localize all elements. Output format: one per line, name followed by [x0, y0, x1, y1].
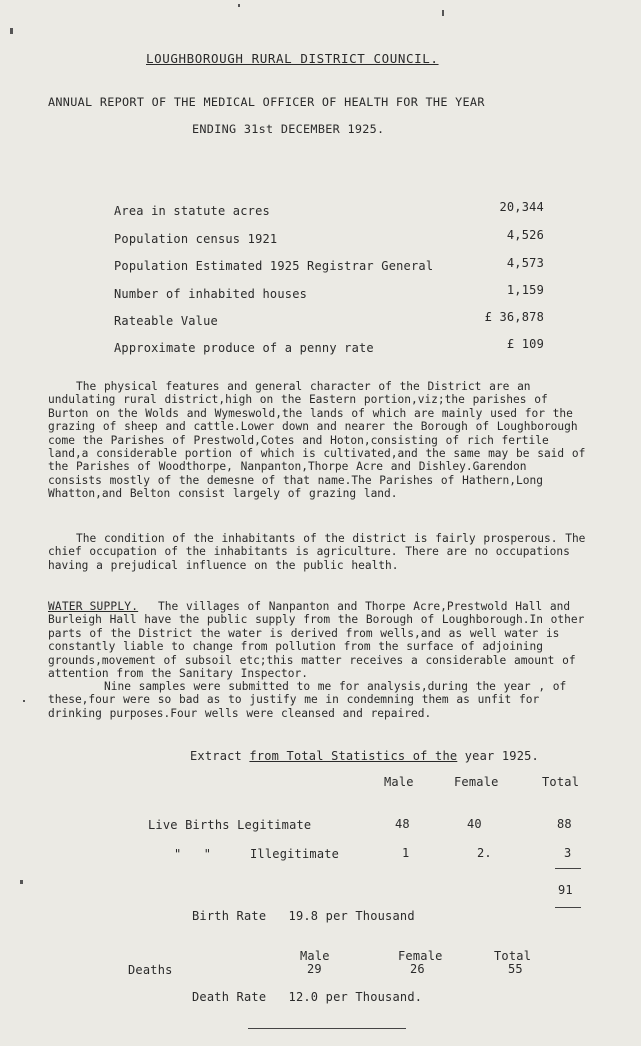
column-total-header: Total — [542, 775, 580, 789]
condition-paragraph: The condition of the inhabitants of the district is fairly prosperous. The chief occupation of the inhabitants is agriculture. There are no occupations having a prejudical influence on the public health. — [48, 532, 586, 572]
fact-value: £ 109 — [506, 337, 544, 351]
council-title: LOUGHBOROUGH RURAL DISTRICT COUNCIL. — [146, 51, 439, 66]
scan-speck — [238, 4, 240, 7]
deaths-column-male-header: Male — [300, 949, 330, 963]
deaths-column-total-header: Total — [494, 949, 532, 963]
deaths-column-female-header: Female — [398, 949, 443, 963]
deaths-label: Deaths — [128, 963, 173, 977]
scan-speck — [23, 700, 25, 702]
samples-paragraph: Nine samples were submitted to me for analysis,during the year , of these,four were so bad as to justify me in condemning them as unfit for drinking purposes.Four wells were cleansed and repaired. — [48, 680, 567, 720]
column-male-header: Male — [384, 775, 414, 789]
fact-label: Rateable Value — [114, 314, 218, 328]
fact-label: Population Estimated 1925 Registrar General — [114, 259, 434, 273]
legitimate-births-label: Live Births Legitimate — [148, 818, 312, 832]
scan-speck — [20, 880, 23, 884]
ditto-marks: " " — [174, 847, 212, 861]
fact-label: Area in statute acres — [114, 204, 270, 218]
closing-rule — [248, 1028, 406, 1029]
fact-value: 1,159 — [506, 283, 544, 297]
vital-statistics-title — [190, 749, 539, 763]
deaths-female: 26 — [410, 962, 425, 976]
report-title-line2: ENDING 31st DECEMBER 1925. — [192, 122, 385, 136]
births-sum-rule — [555, 868, 581, 869]
deaths-total: 55 — [508, 962, 523, 976]
fact-value: 20,344 — [499, 200, 544, 214]
illegitimate-births-total: 3 — [564, 846, 572, 860]
legitimate-births-female: 40 — [467, 817, 482, 831]
fact-label: Approximate produce of a penny rate — [114, 341, 374, 355]
illegitimate-births-label: Illegitimate — [250, 847, 340, 861]
fact-value: 4,526 — [506, 228, 544, 242]
scan-speck — [442, 10, 444, 16]
births-total-underline — [555, 907, 581, 908]
report-title-line1: ANNUAL REPORT OF THE MEDICAL OFFICER OF HEALTH FOR THE YEAR — [48, 95, 485, 109]
fact-label: Population census 1921 — [114, 232, 278, 246]
vital-title-prefix: Extract — [190, 749, 250, 763]
water-supply-paragraph: The villages of Nanpanton and Thorpe Acre,Prestwold Hall and Burleigh Hall have the public supply from the Borough of Loughborough.In other parts of the District the water is derived from wells,and as well water is constantly liable to change from pollution from the surface of adjoining grounds,movement of subsoil etc;this matter receives a considerable amount of attention from the Sanitary Inspector. — [48, 600, 585, 681]
death-rate: Death Rate 12.0 per Thousand. — [192, 990, 423, 1004]
fact-value: £ 36,878 — [484, 310, 544, 324]
vital-title-underlined: from Total Statistics of the — [249, 749, 458, 763]
deaths-male: 29 — [307, 962, 322, 976]
fact-label: Number of inhabited houses — [114, 287, 308, 301]
fact-value: 4,573 — [506, 256, 544, 270]
water-supply-heading: WATER SUPPLY. — [48, 600, 139, 613]
column-female-header: Female — [454, 775, 499, 789]
legitimate-births-male: 48 — [395, 817, 410, 831]
total-births: 91 — [558, 883, 573, 897]
birth-rate: Birth Rate 19.8 per Thousand — [192, 909, 415, 923]
legitimate-births-total: 88 — [557, 817, 572, 831]
physical-features-paragraph: The physical features and general character of the District are an undulating rural district,high on the Eastern portion,viz;the parishes of Burton on the Wolds and Wymeswold,the lands of which are mainly used for the grazing of sheep and cattle.Lower down and nearer the Borough of Loughborough come the Parishes of Prestwold,Cotes and Hoton,consisting of rich fertile land,a considerable portion of which is cultivated,and the same may be said of the Parishes of Woodthorpe, Nanpanton,Thorpe Acre and Dishley.Garendon consists mostly of the demesne of that name.The Parishes of Hathern,Long Whatton,and Belton consist largely of grazing land. — [48, 380, 586, 501]
illegitimate-births-male: 1 — [402, 846, 410, 860]
scan-speck — [10, 28, 13, 34]
vital-title-suffix: year 1925. — [457, 749, 539, 763]
illegitimate-births-female: 2. — [477, 846, 492, 860]
